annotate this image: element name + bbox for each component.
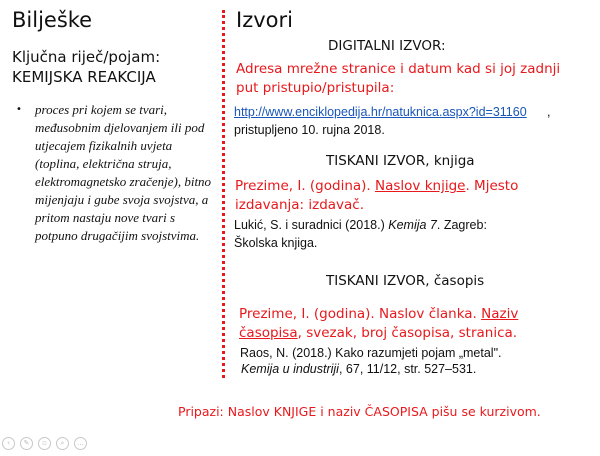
zoom-icon[interactable]: ⌕ bbox=[56, 437, 69, 450]
book-rule-title: Naslov knjige bbox=[375, 178, 466, 194]
journal-source-heading: TISKANI IZVOR, časopis bbox=[326, 273, 485, 289]
source-link-suffix: , bbox=[547, 105, 551, 119]
keyword-term: KEMIJSKA REAKCIJA bbox=[12, 68, 156, 86]
italics-note: Pripazi: Naslov KNJIGE i naziv ČASOPISA pišu se kurzivom. bbox=[178, 404, 541, 419]
digital-source-heading: DIGITALNI IZVOR: bbox=[328, 38, 446, 54]
journal-rule-name: Naziv časopisa bbox=[239, 306, 519, 341]
accessed-date: pristupljeno 10. rujna 2018. bbox=[234, 123, 385, 137]
journal-example-line1: Raos, N. (2018.) Kako razumjeti pojam „metal". bbox=[240, 346, 502, 360]
book-rule-author: Prezime, I. (godina). bbox=[235, 178, 371, 194]
journal-source-rule bbox=[239, 305, 559, 343]
book-source-heading: TISKANI IZVOR, knjiga bbox=[326, 153, 475, 169]
digital-source-rule: Adresa mrežne stranice i datum kad si joj zadnji put pristupio/pristupila: bbox=[236, 61, 561, 96]
journal-example-name: Kemija u industriji bbox=[241, 362, 339, 376]
journal-example-line2 bbox=[241, 362, 476, 376]
journal-rule-prefix: Prezime, I. (godina). Naslov članka. bbox=[239, 306, 477, 322]
slide-controls bbox=[2, 437, 87, 450]
book-example-rest: . Zagreb: bbox=[436, 218, 487, 232]
definition-bullet: • bbox=[16, 104, 22, 115]
book-example-author: Lukić, S. i suradnici (2018.) bbox=[234, 218, 385, 232]
sources-title: Izvori bbox=[236, 8, 293, 32]
journal-example-rest: , 67, 11/12, str. 527–531. bbox=[338, 362, 477, 376]
book-example-publisher: Školska knjiga. bbox=[234, 236, 318, 250]
prev-arrow-icon[interactable]: ‹ bbox=[2, 437, 15, 450]
source-link[interactable]: http://www.enciklopedija.hr/natuknica.aspx?id=31160 bbox=[234, 105, 527, 119]
slides-icon[interactable]: ▫ bbox=[38, 437, 51, 450]
definition-text: proces pri kojem se tvari, međusobnim djelovanjem ili pod utjecajem fizikalnih uvjeta (toplina, električna struja, elektromagnetsko zračenje), bitno mijenjaju i gube svoja svojstva, a pritom nastaju nove tvari s potpuno drugačijim svojstvima. bbox=[35, 102, 212, 243]
book-rule-rest: . Mjesto izdavanja: izdavač. bbox=[235, 178, 519, 213]
dotted-divider bbox=[222, 10, 225, 378]
book-example-line1 bbox=[234, 218, 487, 232]
pen-icon[interactable]: ✎ bbox=[20, 437, 33, 450]
book-source-rule bbox=[235, 177, 585, 215]
keyword-label: Ključna riječ/pojam: bbox=[12, 48, 161, 66]
more-icon[interactable]: … bbox=[74, 437, 87, 450]
book-example-title: Kemija 7 bbox=[388, 218, 437, 232]
journal-rule-rest: , svezak, broj časopisa, stranica. bbox=[297, 325, 518, 341]
notes-title: Bilješke bbox=[12, 8, 93, 32]
